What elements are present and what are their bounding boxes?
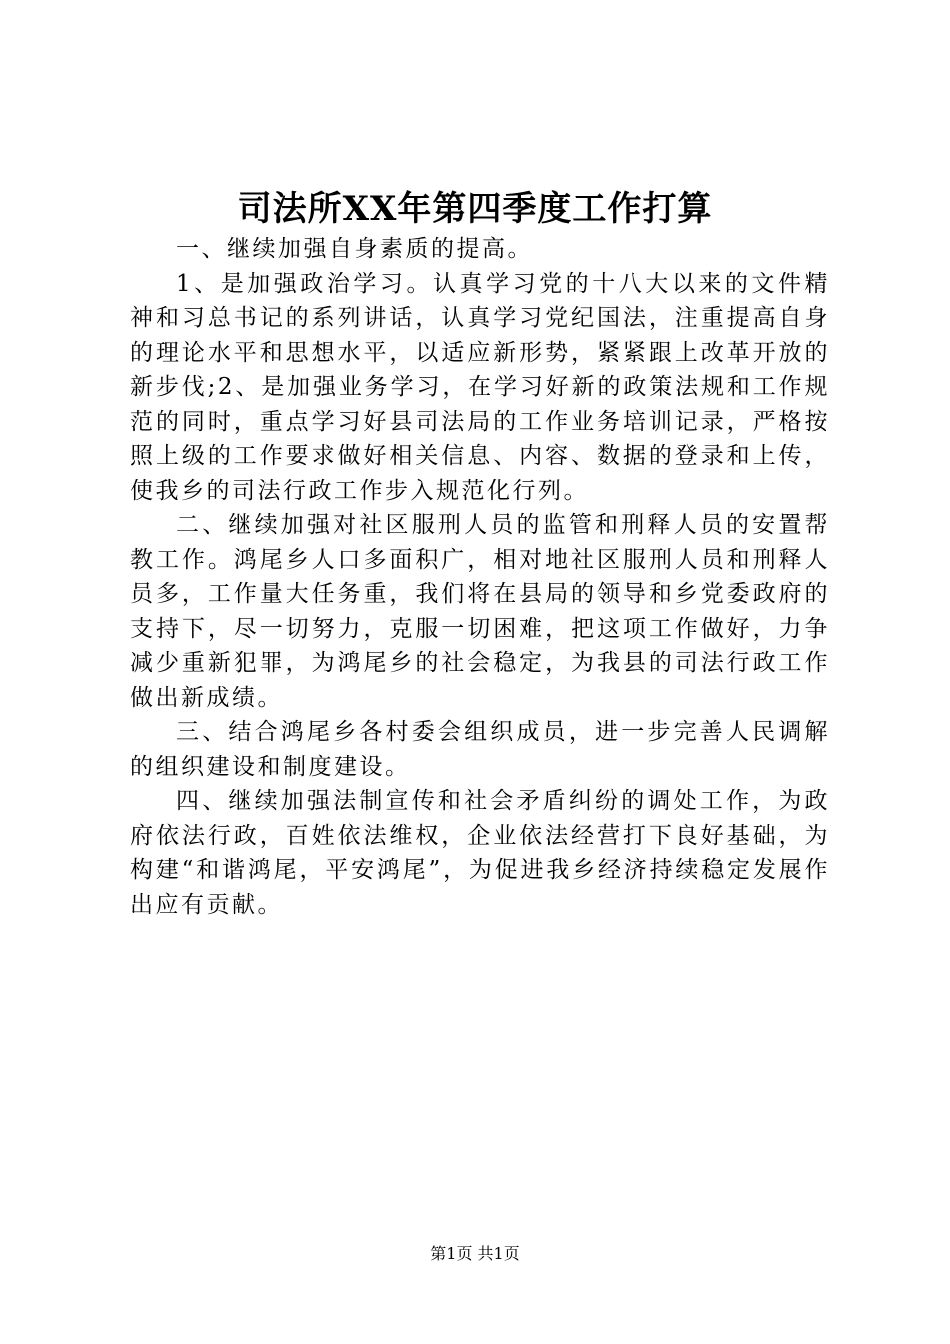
document-title: 司法所XX年第四季度工作打算 — [237, 189, 713, 229]
paragraph-5: 四、继续加强法制宣传和社会矛盾纠纷的调处工作，为政府依法行政，百姓依法维权，企业依法经营打下良好基础，为构建“和谐鸿尾，平安鸿尾”，为促进我乡经济持续稳定发展作出应有贡献。 — [130, 788, 830, 918]
paragraph-3: 二、继续加强对社区服刑人员的监管和刑释人员的安置帮教工作。鸿尾乡人口多面积广，相对地社区服刑人员和刑释人员多，工作量大任务重，我们将在县局的领导和乡党委政府的支持下，尽一切努力，克服一切困难，把这项工作做好，力争减少重新犯罪，为鸿尾乡的社会稳定，为我县的司法行政工作做出新成绩。 — [130, 512, 830, 711]
paragraph-4: 三、结合鸿尾乡各村委会组织成员，进一步完善人民调解的组织建设和制度建设。 — [130, 719, 830, 780]
page-footer: 第1页 共1页 — [430, 1244, 520, 1263]
document-body — [130, 232, 830, 922]
paragraph-2: 1、是加强政治学习。认真学习党的十八大以来的文件精神和习总书记的系列讲话，认真学习党纪国法，注重提高自身的理论水平和思想水平，以适应新形势，紧紧跟上改革开放的新步伐;2、是加强业务学习，在学习好新的政策法规和工作规范的同时，重点学习好县司法局的工作业务培训记录，严格按照上级的工作要求做好相关信息、内容、数据的登录和上传，使我乡的司法行政工作步入规范化行列。 — [130, 270, 830, 504]
paragraph-1: 一、继续加强自身素质的提高。 — [176, 236, 533, 262]
